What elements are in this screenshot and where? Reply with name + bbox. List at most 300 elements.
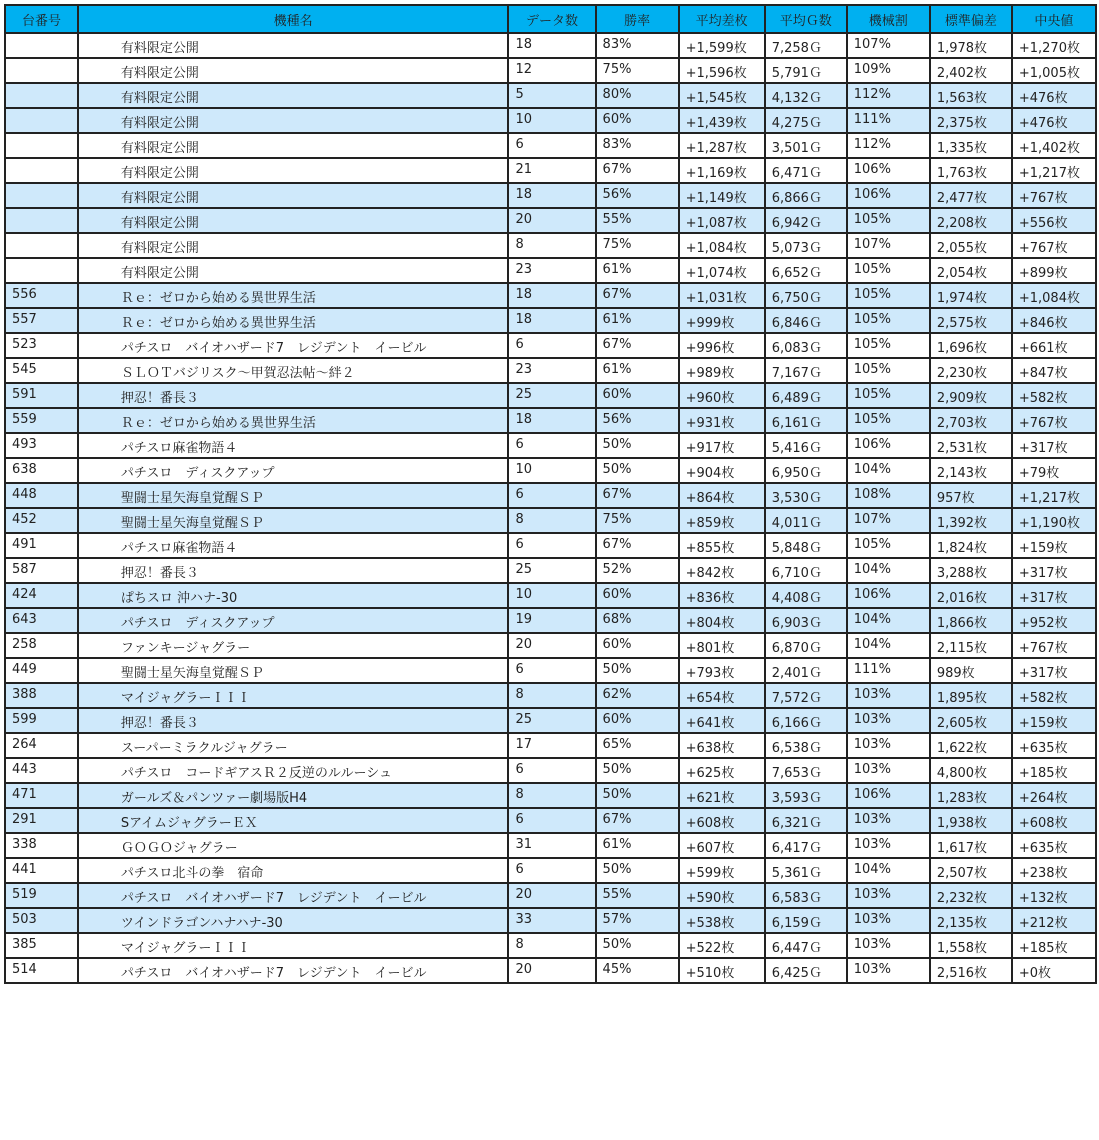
cell-payout: 112% — [847, 133, 930, 158]
cell-payout: 104% — [847, 633, 930, 658]
cell-payout: 107% — [847, 508, 930, 533]
cell-std-dev: 2,507枚 — [930, 858, 1012, 883]
cell-win-rate: 67% — [596, 333, 679, 358]
cell-machine-name[interactable]: スーパーミラクルジャグラー — [78, 733, 509, 758]
cell-std-dev: 2,115枚 — [930, 633, 1012, 658]
cell-win-rate: 50% — [596, 658, 679, 683]
cell-median: +317枚 — [1012, 433, 1096, 458]
cell-machine-number: 441 — [5, 858, 78, 883]
cell-machine-number: 559 — [5, 408, 78, 433]
header-avg-games[interactable]: 平均Ｇ数 — [765, 5, 847, 33]
cell-avg-games: 7,572Ｇ — [765, 683, 847, 708]
cell-avg-diff: +1,169枚 — [679, 158, 765, 183]
cell-payout: 105% — [847, 308, 930, 333]
table-row[interactable] — [5, 233, 1096, 258]
cell-median: +264枚 — [1012, 783, 1096, 808]
cell-std-dev: 1,824枚 — [930, 533, 1012, 558]
cell-std-dev: 1,978枚 — [930, 33, 1012, 58]
cell-median: +1,402枚 — [1012, 133, 1096, 158]
cell-std-dev: 2,135枚 — [930, 908, 1012, 933]
cell-avg-diff: +1,031枚 — [679, 283, 765, 308]
cell-win-rate: 75% — [596, 233, 679, 258]
cell-data-count: 23 — [508, 258, 595, 283]
machine-stats-table — [4, 4, 1097, 984]
cell-win-rate: 75% — [596, 58, 679, 83]
cell-median: +212枚 — [1012, 908, 1096, 933]
cell-avg-games: 6,846Ｇ — [765, 308, 847, 333]
cell-avg-games: 5,073Ｇ — [765, 233, 847, 258]
cell-avg-games: 6,161Ｇ — [765, 408, 847, 433]
cell-avg-games: 4,275Ｇ — [765, 108, 847, 133]
cell-payout: 106% — [847, 433, 930, 458]
cell-median: +582枚 — [1012, 383, 1096, 408]
cell-std-dev: 2,230枚 — [930, 358, 1012, 383]
header-payout[interactable]: 機械割 — [847, 5, 930, 33]
cell-machine-name[interactable]: 聖闘士星矢海皇覚醒ＳＰ — [78, 508, 509, 533]
cell-data-count: 20 — [508, 633, 595, 658]
cell-win-rate: 60% — [596, 633, 679, 658]
cell-median: +476枚 — [1012, 108, 1096, 133]
cell-std-dev: 2,016枚 — [930, 583, 1012, 608]
cell-std-dev: 1,283枚 — [930, 783, 1012, 808]
cell-avg-games: 3,593Ｇ — [765, 783, 847, 808]
cell-avg-diff: +804枚 — [679, 608, 765, 633]
cell-avg-diff: +1,599枚 — [679, 33, 765, 58]
table-row[interactable] — [5, 708, 1096, 733]
cell-win-rate: 56% — [596, 183, 679, 208]
cell-payout: 106% — [847, 158, 930, 183]
cell-avg-diff: +1,084枚 — [679, 233, 765, 258]
table-row[interactable] — [5, 583, 1096, 608]
cell-data-count: 21 — [508, 158, 595, 183]
cell-machine-number: 514 — [5, 958, 78, 983]
cell-machine-name[interactable]: 押忍！番長３ — [78, 558, 509, 583]
header-std-dev[interactable]: 標準偏差 — [930, 5, 1012, 33]
cell-data-count: 10 — [508, 583, 595, 608]
cell-avg-games: 3,530Ｇ — [765, 483, 847, 508]
cell-data-count: 25 — [508, 708, 595, 733]
table-row[interactable] — [5, 58, 1096, 83]
cell-machine-name[interactable]: SアイムジャグラーＥＸ — [78, 808, 509, 833]
cell-payout: 106% — [847, 583, 930, 608]
cell-avg-diff: +842枚 — [679, 558, 765, 583]
cell-win-rate: 67% — [596, 808, 679, 833]
cell-std-dev: 4,800枚 — [930, 758, 1012, 783]
cell-median: +185枚 — [1012, 758, 1096, 783]
cell-machine-name[interactable]: ガールズ＆パンツァー劇場版H4 — [78, 783, 509, 808]
table-row[interactable] — [5, 83, 1096, 108]
cell-std-dev: 1,622枚 — [930, 733, 1012, 758]
cell-machine-number — [5, 233, 78, 258]
table-row[interactable] — [5, 858, 1096, 883]
cell-data-count: 18 — [508, 33, 595, 58]
cell-machine-number — [5, 208, 78, 233]
cell-data-count: 20 — [508, 208, 595, 233]
cell-win-rate: 57% — [596, 908, 679, 933]
cell-machine-number: 385 — [5, 933, 78, 958]
cell-avg-diff: +989枚 — [679, 358, 765, 383]
cell-machine-number: 545 — [5, 358, 78, 383]
cell-win-rate: 50% — [596, 458, 679, 483]
cell-median: +0枚 — [1012, 958, 1096, 983]
cell-machine-name[interactable]: パチスロ バイオハザード7 レジデント イービル — [78, 883, 509, 908]
table-row[interactable] — [5, 433, 1096, 458]
cell-machine-name[interactable]: 有料限定公開 — [78, 108, 509, 133]
cell-machine-number: 493 — [5, 433, 78, 458]
cell-median: +1,217枚 — [1012, 158, 1096, 183]
table-row[interactable] — [5, 383, 1096, 408]
cell-avg-diff: +538枚 — [679, 908, 765, 933]
cell-machine-name[interactable]: パチスロ コードギアスＲ２反逆のルルーシュ — [78, 758, 509, 783]
cell-win-rate: 68% — [596, 608, 679, 633]
cell-std-dev: 1,895枚 — [930, 683, 1012, 708]
cell-avg-games: 4,011Ｇ — [765, 508, 847, 533]
cell-payout: 107% — [847, 33, 930, 58]
cell-win-rate: 45% — [596, 958, 679, 983]
cell-machine-name[interactable]: パチスロ麻雀物語４ — [78, 433, 509, 458]
cell-machine-name[interactable]: 有料限定公開 — [78, 58, 509, 83]
cell-win-rate: 50% — [596, 858, 679, 883]
cell-machine-number: 491 — [5, 533, 78, 558]
table-row[interactable] — [5, 783, 1096, 808]
cell-data-count: 19 — [508, 608, 595, 633]
cell-avg-diff: +510枚 — [679, 958, 765, 983]
cell-win-rate: 80% — [596, 83, 679, 108]
cell-payout: 104% — [847, 858, 930, 883]
table-body — [5, 33, 1096, 983]
table-row[interactable] — [5, 633, 1096, 658]
table-row[interactable] — [5, 658, 1096, 683]
table-row[interactable] — [5, 683, 1096, 708]
cell-machine-number: 587 — [5, 558, 78, 583]
cell-machine-name[interactable]: 聖闘士星矢海皇覚醒ＳＰ — [78, 658, 509, 683]
cell-machine-name[interactable]: パチスロ麻雀物語４ — [78, 533, 509, 558]
cell-payout: 105% — [847, 358, 930, 383]
table-row[interactable] — [5, 608, 1096, 633]
cell-avg-games: 6,471Ｇ — [765, 158, 847, 183]
cell-std-dev: 1,335枚 — [930, 133, 1012, 158]
cell-avg-games: 5,416Ｇ — [765, 433, 847, 458]
cell-data-count: 6 — [508, 858, 595, 883]
cell-win-rate: 60% — [596, 708, 679, 733]
cell-win-rate: 67% — [596, 483, 679, 508]
cell-data-count: 6 — [508, 808, 595, 833]
cell-payout: 108% — [847, 483, 930, 508]
cell-avg-diff: +855枚 — [679, 533, 765, 558]
cell-machine-number: 424 — [5, 583, 78, 608]
cell-median: +661枚 — [1012, 333, 1096, 358]
cell-payout: 103% — [847, 833, 930, 858]
table-row[interactable] — [5, 833, 1096, 858]
cell-avg-diff: +1,439枚 — [679, 108, 765, 133]
header-avg-diff[interactable]: 平均差枚 — [679, 5, 765, 33]
cell-machine-name[interactable]: パチスロ バイオハザード7 レジデント イービル — [78, 333, 509, 358]
cell-win-rate: 61% — [596, 833, 679, 858]
cell-std-dev: 1,617枚 — [930, 833, 1012, 858]
cell-machine-number — [5, 158, 78, 183]
cell-machine-name[interactable]: 有料限定公開 — [78, 183, 509, 208]
cell-avg-games: 4,408Ｇ — [765, 583, 847, 608]
cell-payout: 109% — [847, 58, 930, 83]
table-row[interactable] — [5, 158, 1096, 183]
cell-win-rate: 67% — [596, 533, 679, 558]
cell-payout: 103% — [847, 808, 930, 833]
cell-data-count: 6 — [508, 483, 595, 508]
cell-avg-games: 6,583Ｇ — [765, 883, 847, 908]
cell-machine-number — [5, 108, 78, 133]
cell-median: +635枚 — [1012, 733, 1096, 758]
cell-avg-diff: +522枚 — [679, 933, 765, 958]
cell-data-count: 5 — [508, 83, 595, 108]
cell-std-dev: 2,703枚 — [930, 408, 1012, 433]
cell-avg-diff: +1,149枚 — [679, 183, 765, 208]
cell-avg-diff: +590枚 — [679, 883, 765, 908]
table-row[interactable] — [5, 733, 1096, 758]
cell-machine-name[interactable]: パチスロ北斗の拳 宿命 — [78, 858, 509, 883]
cell-std-dev: 1,563枚 — [930, 83, 1012, 108]
cell-machine-name[interactable]: マイジャグラーＩＩＩ — [78, 933, 509, 958]
cell-avg-games: 6,417Ｇ — [765, 833, 847, 858]
table-row[interactable] — [5, 483, 1096, 508]
table-row[interactable] — [5, 908, 1096, 933]
cell-data-count: 8 — [508, 233, 595, 258]
cell-median: +767枚 — [1012, 183, 1096, 208]
cell-data-count: 18 — [508, 308, 595, 333]
cell-machine-name[interactable]: 聖闘士星矢海皇覚醒ＳＰ — [78, 483, 509, 508]
cell-avg-diff: +607枚 — [679, 833, 765, 858]
table-row[interactable] — [5, 533, 1096, 558]
cell-data-count: 18 — [508, 183, 595, 208]
header-median[interactable]: 中央値 — [1012, 5, 1096, 33]
cell-avg-games: 6,321Ｇ — [765, 808, 847, 833]
cell-payout: 105% — [847, 333, 930, 358]
cell-median: +952枚 — [1012, 608, 1096, 633]
cell-machine-name[interactable]: パチスロ ディスクアップ — [78, 608, 509, 633]
cell-avg-games: 6,870Ｇ — [765, 633, 847, 658]
table-row[interactable] — [5, 183, 1096, 208]
cell-payout: 105% — [847, 258, 930, 283]
cell-machine-name[interactable]: ファンキージャグラー — [78, 633, 509, 658]
table-row[interactable] — [5, 133, 1096, 158]
table-row[interactable] — [5, 308, 1096, 333]
table-row[interactable] — [5, 458, 1096, 483]
cell-payout: 105% — [847, 383, 930, 408]
cell-std-dev: 2,208枚 — [930, 208, 1012, 233]
table-row[interactable] — [5, 508, 1096, 533]
cell-machine-name[interactable]: 有料限定公開 — [78, 208, 509, 233]
cell-median: +899枚 — [1012, 258, 1096, 283]
table-row[interactable] — [5, 33, 1096, 58]
cell-machine-number: 523 — [5, 333, 78, 358]
table-row[interactable] — [5, 883, 1096, 908]
cell-machine-name[interactable]: Ｒｅ：ゼロから始める異世界生活 — [78, 283, 509, 308]
cell-machine-name[interactable]: 有料限定公開 — [78, 233, 509, 258]
cell-avg-games: 2,401Ｇ — [765, 658, 847, 683]
cell-avg-diff: +625枚 — [679, 758, 765, 783]
cell-std-dev: 2,375枚 — [930, 108, 1012, 133]
header-machine-number[interactable]: 台番号 — [5, 5, 78, 33]
cell-machine-name[interactable]: 押忍！番長３ — [78, 383, 509, 408]
cell-payout: 103% — [847, 708, 930, 733]
cell-payout: 106% — [847, 183, 930, 208]
cell-median: +1,217枚 — [1012, 483, 1096, 508]
cell-data-count: 6 — [508, 658, 595, 683]
cell-data-count: 12 — [508, 58, 595, 83]
cell-avg-games: 6,950Ｇ — [765, 458, 847, 483]
table-row[interactable] — [5, 933, 1096, 958]
cell-std-dev: 2,575枚 — [930, 308, 1012, 333]
cell-median: +635枚 — [1012, 833, 1096, 858]
cell-std-dev: 2,909枚 — [930, 383, 1012, 408]
cell-median: +317枚 — [1012, 583, 1096, 608]
cell-median: +317枚 — [1012, 558, 1096, 583]
cell-machine-number: 557 — [5, 308, 78, 333]
cell-win-rate: 60% — [596, 108, 679, 133]
cell-machine-name[interactable]: Ｒｅ：ゼロから始める異世界生活 — [78, 408, 509, 433]
cell-avg-diff: +654枚 — [679, 683, 765, 708]
cell-data-count: 20 — [508, 958, 595, 983]
cell-avg-games: 6,710Ｇ — [765, 558, 847, 583]
cell-median: +608枚 — [1012, 808, 1096, 833]
cell-avg-diff: +864枚 — [679, 483, 765, 508]
cell-machine-name[interactable]: Ｒｅ：ゼロから始める異世界生活 — [78, 308, 509, 333]
cell-avg-games: 6,538Ｇ — [765, 733, 847, 758]
cell-avg-diff: +859枚 — [679, 508, 765, 533]
cell-avg-games: 6,750Ｇ — [765, 283, 847, 308]
cell-machine-number: 519 — [5, 883, 78, 908]
cell-machine-number — [5, 133, 78, 158]
cell-avg-diff: +931枚 — [679, 408, 765, 433]
cell-data-count: 25 — [508, 383, 595, 408]
cell-machine-name[interactable]: マイジャグラーＩＩＩ — [78, 683, 509, 708]
cell-payout: 104% — [847, 608, 930, 633]
cell-std-dev: 2,055枚 — [930, 233, 1012, 258]
cell-avg-games: 5,361Ｇ — [765, 858, 847, 883]
cell-data-count: 18 — [508, 283, 595, 308]
table-row[interactable] — [5, 808, 1096, 833]
cell-machine-name[interactable]: 有料限定公開 — [78, 133, 509, 158]
cell-machine-number — [5, 183, 78, 208]
cell-machine-number: 591 — [5, 383, 78, 408]
table-row[interactable] — [5, 258, 1096, 283]
table-row[interactable] — [5, 358, 1096, 383]
cell-median: +1,005枚 — [1012, 58, 1096, 83]
cell-machine-number: 599 — [5, 708, 78, 733]
table-row[interactable] — [5, 333, 1096, 358]
cell-avg-diff: +1,074枚 — [679, 258, 765, 283]
cell-machine-number: 556 — [5, 283, 78, 308]
cell-machine-name[interactable]: 有料限定公開 — [78, 158, 509, 183]
cell-median: +317枚 — [1012, 658, 1096, 683]
table-row[interactable] — [5, 283, 1096, 308]
cell-machine-name[interactable]: 有料限定公開 — [78, 33, 509, 58]
cell-win-rate: 60% — [596, 383, 679, 408]
cell-avg-games: 6,425Ｇ — [765, 958, 847, 983]
cell-avg-games: 6,083Ｇ — [765, 333, 847, 358]
table-row[interactable] — [5, 558, 1096, 583]
cell-machine-name[interactable]: パチスロ バイオハザード7 レジデント イービル — [78, 958, 509, 983]
cell-std-dev: 2,516枚 — [930, 958, 1012, 983]
cell-win-rate: 67% — [596, 158, 679, 183]
cell-machine-name[interactable]: 押忍！番長３ — [78, 708, 509, 733]
cell-machine-name[interactable]: ＳＬＯＴバジリスク～甲賀忍法帖～絆２ — [78, 358, 509, 383]
cell-std-dev: 1,763枚 — [930, 158, 1012, 183]
cell-std-dev: 2,054枚 — [930, 258, 1012, 283]
cell-median: +79枚 — [1012, 458, 1096, 483]
cell-avg-diff: +917枚 — [679, 433, 765, 458]
cell-avg-games: 7,167Ｇ — [765, 358, 847, 383]
cell-median: +476枚 — [1012, 83, 1096, 108]
cell-win-rate: 83% — [596, 33, 679, 58]
cell-data-count: 6 — [508, 758, 595, 783]
cell-std-dev: 989枚 — [930, 658, 1012, 683]
cell-win-rate: 52% — [596, 558, 679, 583]
cell-machine-number — [5, 33, 78, 58]
cell-std-dev: 3,288枚 — [930, 558, 1012, 583]
table-row[interactable] — [5, 208, 1096, 233]
cell-payout: 107% — [847, 233, 930, 258]
cell-machine-number: 638 — [5, 458, 78, 483]
cell-median: +767枚 — [1012, 408, 1096, 433]
cell-avg-games: 5,848Ｇ — [765, 533, 847, 558]
cell-avg-diff: +801枚 — [679, 633, 765, 658]
cell-avg-games: 6,447Ｇ — [765, 933, 847, 958]
cell-std-dev: 1,938枚 — [930, 808, 1012, 833]
table-row[interactable] — [5, 758, 1096, 783]
cell-machine-name[interactable]: ぱちスロ 沖ハナ-30 — [78, 583, 509, 608]
table-row[interactable] — [5, 408, 1096, 433]
cell-std-dev: 2,477枚 — [930, 183, 1012, 208]
cell-payout: 111% — [847, 108, 930, 133]
table-row[interactable] — [5, 108, 1096, 133]
cell-machine-name[interactable]: ＧＯＧＯジャグラー — [78, 833, 509, 858]
cell-avg-diff: +638枚 — [679, 733, 765, 758]
cell-payout: 112% — [847, 83, 930, 108]
cell-machine-number — [5, 58, 78, 83]
cell-payout: 105% — [847, 283, 930, 308]
cell-machine-number: 388 — [5, 683, 78, 708]
cell-median: +1,270枚 — [1012, 33, 1096, 58]
cell-avg-games: 3,501Ｇ — [765, 133, 847, 158]
cell-payout: 105% — [847, 533, 930, 558]
cell-avg-diff: +1,087枚 — [679, 208, 765, 233]
cell-payout: 103% — [847, 958, 930, 983]
cell-median: +159枚 — [1012, 708, 1096, 733]
cell-payout: 103% — [847, 883, 930, 908]
cell-avg-games: 5,791Ｇ — [765, 58, 847, 83]
cell-data-count: 10 — [508, 108, 595, 133]
cell-avg-diff: +904枚 — [679, 458, 765, 483]
header-data-count[interactable]: データ数 — [508, 5, 595, 33]
cell-avg-diff: +599枚 — [679, 858, 765, 883]
cell-machine-name[interactable]: 有料限定公開 — [78, 83, 509, 108]
cell-machine-name[interactable]: パチスロ ディスクアップ — [78, 458, 509, 483]
cell-machine-name[interactable]: ツインドラゴンハナハナ-30 — [78, 908, 509, 933]
cell-win-rate: 61% — [596, 258, 679, 283]
cell-avg-diff: +1,596枚 — [679, 58, 765, 83]
cell-payout: 105% — [847, 408, 930, 433]
cell-win-rate: 83% — [596, 133, 679, 158]
cell-avg-diff: +641枚 — [679, 708, 765, 733]
table-row[interactable] — [5, 958, 1096, 983]
header-machine-name[interactable]: 機種名 — [78, 5, 509, 33]
cell-machine-name[interactable]: 有料限定公開 — [78, 258, 509, 283]
cell-avg-diff: +1,545枚 — [679, 83, 765, 108]
cell-win-rate: 61% — [596, 308, 679, 333]
cell-avg-games: 6,903Ｇ — [765, 608, 847, 633]
header-win-rate[interactable]: 勝率 — [596, 5, 679, 33]
cell-avg-diff: +1,287枚 — [679, 133, 765, 158]
